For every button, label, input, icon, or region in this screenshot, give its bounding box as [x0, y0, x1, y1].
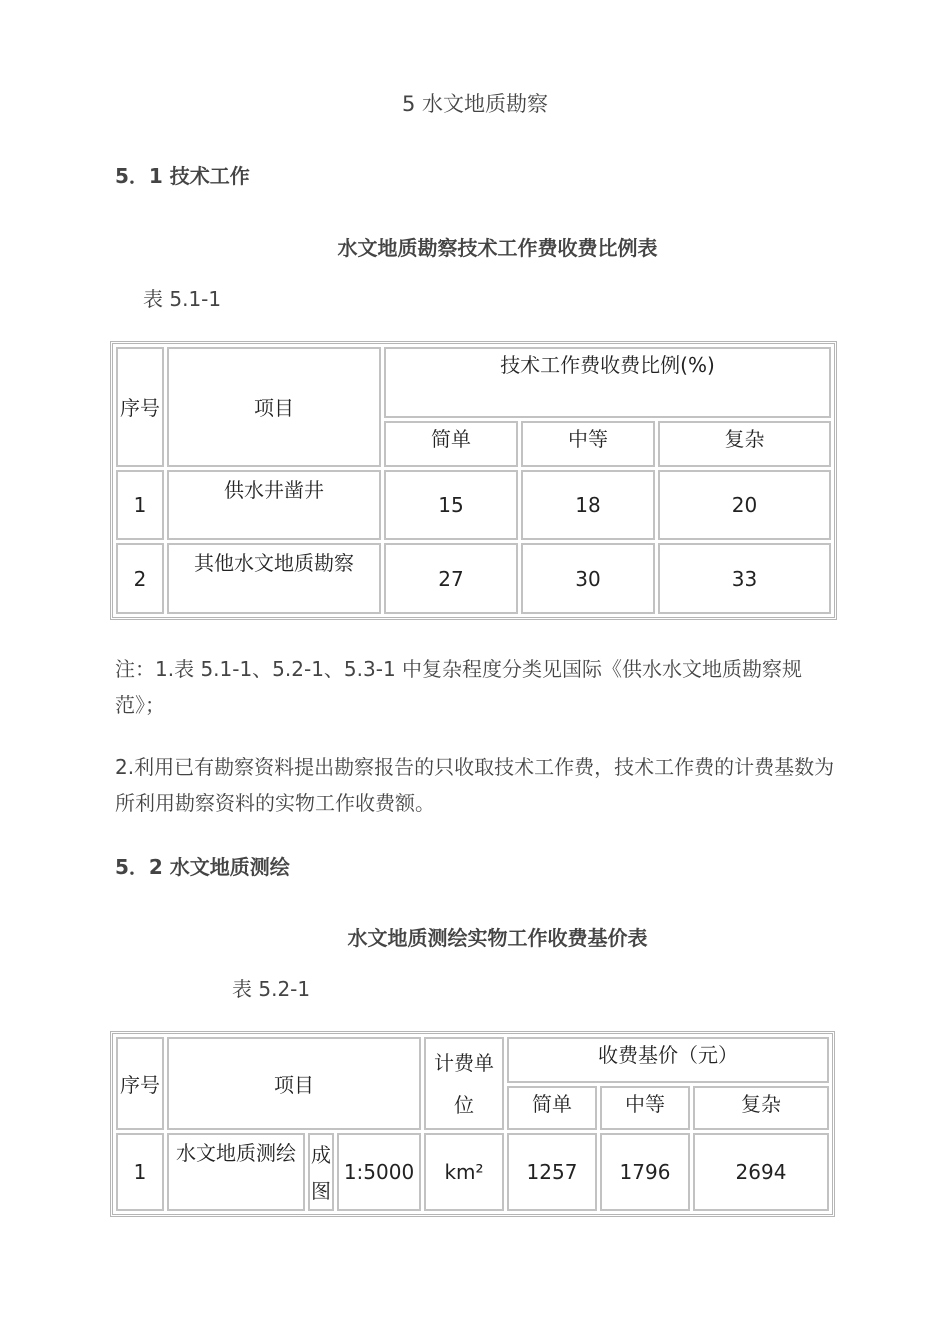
- table1-title: 水文地质勘察技术工作费收费比例表: [337, 236, 658, 260]
- table1-fee-ratio: [110, 341, 837, 620]
- section-heading-technical-work: 5．1 技术工作: [115, 164, 250, 188]
- table2-header-unit: 计费单位: [424, 1037, 504, 1130]
- table2-header-medium: 中等: [600, 1086, 690, 1130]
- table1-row2-complex: 33: [658, 543, 831, 614]
- table2-row1-simple: 1257: [507, 1133, 597, 1211]
- note-2: 2.利用已有勘察资料提出勘察报告的只收取技术工作费，技术工作费的计费基数为所利用勘察资料的实物工作收费额。: [115, 755, 835, 815]
- table2-row1-scale: 1:5000: [337, 1133, 421, 1211]
- table2-header-complex: 复杂: [693, 1086, 829, 1130]
- table2-row1-medium: 1796: [600, 1133, 690, 1211]
- table2-header-simple: 简单: [507, 1086, 597, 1130]
- table1-header-ratio: 技术工作费收费比例(%): [384, 347, 831, 418]
- table2-row1-sub: 成图: [308, 1133, 334, 1211]
- table1-row1-seq: 1: [116, 470, 164, 541]
- table2-row1-complex: 2694: [693, 1133, 829, 1211]
- table2-header-price: 收费基价（元）: [507, 1037, 829, 1083]
- note-1: 注：1.表 5.1-1、5.2-1、5.3-1 中复杂程度分类见国际《供水水文地质勘察规范》；: [115, 657, 803, 717]
- table1-row2-medium: 30: [521, 543, 655, 614]
- table2-header-item: 项目: [167, 1037, 421, 1130]
- table2-title: 水文地质测绘实物工作收费基价表: [347, 926, 648, 950]
- table2-row1-unit: km²: [424, 1133, 504, 1211]
- table1-header-simple: 简单: [384, 421, 518, 467]
- table2-row1-item: 水文地质测绘: [167, 1133, 305, 1211]
- table1-header-item: 项目: [167, 347, 381, 467]
- table1-row1-item: 供水井凿井: [167, 470, 381, 541]
- table1-row2-seq: 2: [116, 543, 164, 614]
- table2-number: 表 5.2-1: [232, 977, 311, 1001]
- table1-header-complex: 复杂: [658, 421, 831, 467]
- table1-header-medium: 中等: [521, 421, 655, 467]
- table2-header-seq: 序号: [116, 1037, 164, 1130]
- table1-row1-simple: 15: [384, 470, 518, 541]
- table2-row1-seq: 1: [116, 1133, 164, 1211]
- table1-row1-complex: 20: [658, 470, 831, 541]
- table2-base-price: [110, 1031, 835, 1217]
- table-row: [116, 470, 831, 541]
- table1-number: 表 5.1-1: [143, 287, 222, 311]
- table1-row2-item: 其他水文地质勘察: [167, 543, 381, 614]
- table1-row2-simple: 27: [384, 543, 518, 614]
- table1-header-seq: 序号: [116, 347, 164, 467]
- section-heading-mapping: 5．2 水文地质测绘: [115, 855, 290, 879]
- table-row: [116, 1133, 829, 1211]
- table-row: [116, 543, 831, 614]
- table1-row1-medium: 18: [521, 470, 655, 541]
- chapter-title: 5 水文地质勘察: [401, 92, 549, 116]
